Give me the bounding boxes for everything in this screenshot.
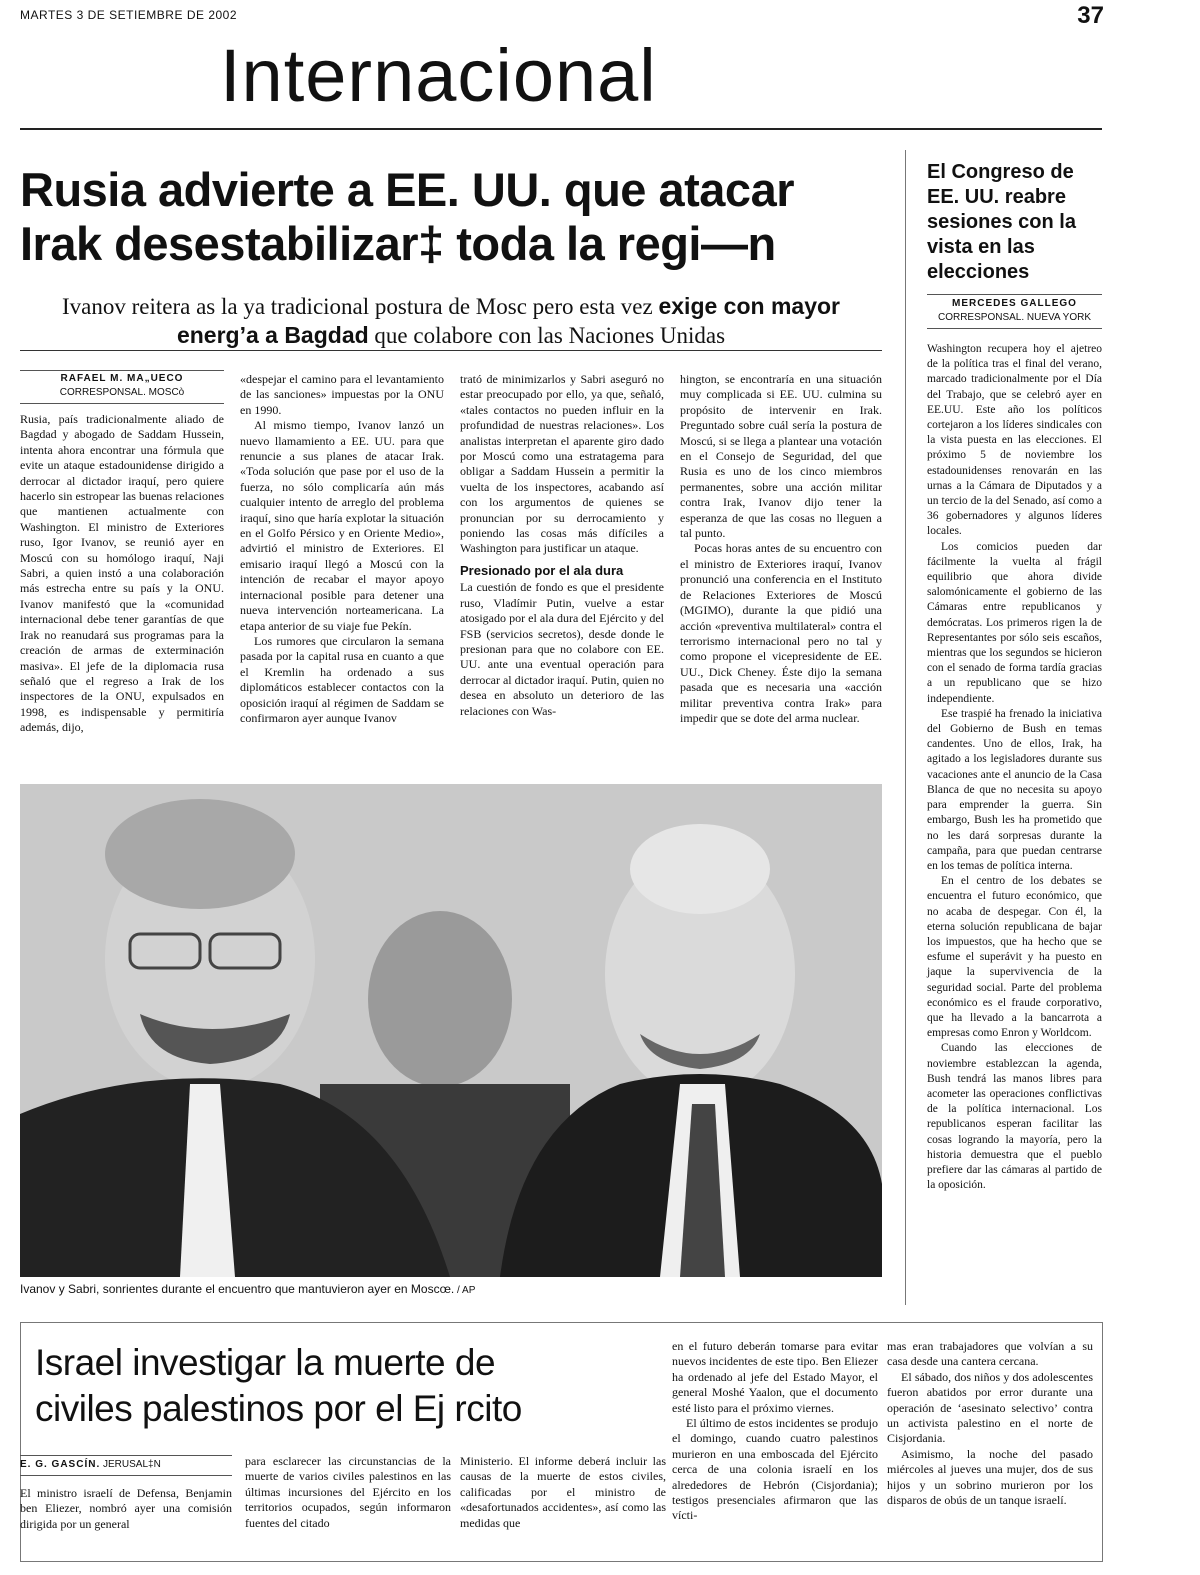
bottom-headline xyxy=(35,1340,655,1432)
bottom-column-1 xyxy=(20,1486,232,1532)
main-column-2 xyxy=(240,372,444,726)
bottom-headline-line2: civiles palestinos por el Ej rcito xyxy=(35,1388,522,1429)
deck-text-bold: exige con mayor energ’a a Bagdad xyxy=(176,293,840,348)
main-deck xyxy=(20,292,882,350)
paragraph: para esclarecer las circunstancias de la muerte de varios civiles palestinos en las últimas incursiones del Ejército en los territorios ocupados, según informaron fuentes del citado xyxy=(245,1454,451,1530)
paragraph: Asimismo, la noche del pasado miércoles al jueves una mujer, dos de sus hijos y un sobrino murieron por los disparos de obús de un tanque israelí. xyxy=(887,1446,1093,1508)
byline-role: CORRESPONSAL. MOSCò xyxy=(59,387,185,398)
paragraph: Los comicios pueden dar fácilmente la vuelta al frágil equilibrio que ahora divide salomónicamente el gobierno de las Cámaras entre republicanos y demócratas. Los primeros rigen la de Representantes por sólo seis escaños, mientras que los segundos se hicieron con el senado de forma tardía gracias a un republicano que se hizo independiente. xyxy=(927,540,1102,705)
paragraph: En el centro de los debates se encuentra el futuro económico, que no acaba de despegar. Con él, la eterna solución republicana de bajar los impuestos, que ha hecho que se esfume el superávit y ha puesto en jaque la supervivencia de la seguridad social. Parte del problema económico es el fraude corporativo, que ha llevado a la bancarrota a empresas como Enron y Worldcom. xyxy=(927,875,1102,1040)
paragraph: Washington recupera hoy el ajetreo de la política tras el final del verano, marcado tradicionalmente por el Día del Trabajo, que se celebró ayer en EE.UU. Este año los políticos cortejaron a los líderes sindicales con la vista puesta en las elecciones. El próximo 5 de noviembre los estadounidenses renovarán en las urnas a la Cámara de Diputados y a un tercio de la del Senado, así como a 36 gobernadores y algunos líderes locales. xyxy=(927,343,1102,538)
sidebar-byline-name: MERCEDES GALLEGO xyxy=(952,298,1077,309)
subheading: Presionado por el ala dura xyxy=(460,562,624,578)
paragraph: Ministerio. El informe deberá incluir las causas de la muerte de estos civiles, calificadas por el ministro de «desafortunados accidentes», así como las medidas que xyxy=(460,1454,666,1530)
bottom-column-5 xyxy=(887,1339,1093,1508)
bottom-headline-line1: Israel investigar la muerte de xyxy=(35,1342,496,1383)
paragraph: La cuestión de fondo es que el presidente ruso, Vladímir Putin, vuelve a estar atosigado por el ala dura del Ejército y del FSB (servicios secretos), desde donde le presionan para que no colabore con EE. UU. ante una eventual operación para derrocar al dictador iraquí. Putin, quien no desea en absoluto un deterioro de las relaciones con Was- xyxy=(460,580,664,718)
sidebar-byline xyxy=(927,297,1102,325)
bottom-byline-rule-top xyxy=(20,1455,232,1456)
photo-illustration xyxy=(20,784,882,1277)
deck-text-pre: Ivanov reitera as la ya tradicional postura de Mosc pero esta vez xyxy=(61,294,659,319)
main-column-1 xyxy=(20,412,224,736)
paragraph: trató de minimizarlos y Sabri aseguró no estar preocupado por ello, ya que, señaló, «tales contactos no pueden influir en la profundidad de nuestras relaciones». Los analistas interpretan el aparente giro dado por Moscú como una estratagema para obligar a Saddam Hussein a permitir la vuelta de los inspectores, acabando así con los argumentos de quienes se pronuncian por su derrocamiento y poniendo las cosas más difíciles a Washington para justificar un ataque. xyxy=(460,372,664,556)
paragraph: Ese traspié ha frenado la iniciativa del Gobierno de Bush en temas candentes. Uno de ellos, Irak, ha agitado a los legisladores durante sus vacaciones ante el anuncio de la Casa Blanca de que no necesita su apoyo para emprender la guerra. Sin embargo, Bush les ha prometido que no les dará sorpresas durante la campaña, para que puedan centrarse en los temas de política interna. xyxy=(927,707,1102,872)
caption-credit: / AP xyxy=(454,1285,476,1296)
paragraph: Al mismo tiempo, Ivanov lanzó un nuevo llamamiento a EE. UU. para que renuncie a sus planes de atacar Irak. «Toda solución que pase por el uso de la fuerza, no sólo complicaría aún más cualquier intento de arreglo del problema iraquí, sino que haría explotar la situación en el Golfo Pérsico y en Oriente Medio», advirtió el ministro de Exteriores. El emisario iraquí llegó a Moscú con la intención de recabar el mayor apoyo internacional posible para detener una nueva intervención norteamericana. La etapa anterior de su viaje fue Pekín. xyxy=(240,418,444,633)
section-rule xyxy=(20,128,1102,130)
bottom-byline-name: E. G. GASCÍN. xyxy=(20,1459,101,1470)
main-headline-line1: Rusia advierte a EE. UU. que atacar xyxy=(20,163,794,216)
bottom-byline-role: JERUSAL‡N xyxy=(100,1459,161,1470)
paragraph: Rusia, país tradicionalmente aliado de Bagdad y abogado de Saddam Hussein, intenta ahora encontrar una fórmula que evite un ataque estadounidense dirigido a derrocar al dictador iraquí, pero quiere hacerlo sin estropear las buenas relaciones que mantienen actualmente con Washington. El ministro de Exteriores ruso, Igor Ivanov, se reunió ayer en Moscú con su homólogo iraquí, Naji Sabri, a quien instó a una colaboración más estrecha entre su país y la ONU. Ivanov manifestó que la «comunidad internacional debe tener garantías de que Irak no reanudará sus programas para la creación de armas de exterminación masiva». El jefe de la diplomacia rusa señaló que el regreso a Irak de los inspectores de la ONU, expulsados en 1998, es indispensable y permitiría además, dijo, xyxy=(20,412,224,735)
bottom-column-3 xyxy=(460,1454,666,1531)
paragraph: en el futuro deberán tomarse para evitar nuevos incidentes de este tipo. Ben Eliezer ha ordenado al jefe del Estado Mayor, el general Moshé Yaalon, que el documento esté listo para el próximo viernes. xyxy=(672,1339,878,1415)
paragraph: El último de estos incidentes se produjo el domingo, cuando cuatro palestinos murieron en una emboscada del Ejército cerca de una colonia israelí en los alrededores de Hebrón (Cisjordania); testigos presenciales afirmaron que las vícti- xyxy=(672,1416,878,1523)
paragraph: Cuando las elecciones de noviembre establezcan la agenda, Bush tendrá las manos libres para acometer las operaciones conflictivas de la política internacional. Los republicanos esperan facilitar las cosas logrando la mayoría, pero la historia demuestra que el pueblo prefiere dar las cámaras al partido de la oposición. xyxy=(927,1042,1102,1192)
photo-caption xyxy=(20,1282,475,1296)
news-photo xyxy=(20,784,882,1277)
section-title: Internacional xyxy=(220,34,657,117)
sidebar-headline: El Congreso de EE. UU. reabre sesiones con la vista en las elecciones xyxy=(927,161,1076,283)
main-headline xyxy=(20,163,890,271)
caption-text: Ivanov y Sabri, sonrientes durante el encuentro que mantuvieron ayer en Moscœ. xyxy=(20,1282,455,1296)
paragraph: Pocas horas antes de su encuentro con el ministro de Exteriores iraquí, Ivanov pronunció una conferencia en el Instituto de Relaciones Exteriores de Moscú (MGIMO), durante la que pidió una acción «preventiva multilateral» contra el terrorismo internacional pero no tal y como propone el vicepresidente de EE. UU., Dick Cheney. Éste dijo la semana pasada que es necesaria una «acción militar preventiva contra Irak» para impedir que se dote del arma nuclear. xyxy=(680,541,882,725)
byline-rule-bottom xyxy=(20,403,224,404)
deck-text-post: que colabore con las Naciones Unidas xyxy=(368,323,726,348)
main-column-4 xyxy=(680,372,882,726)
paragraph: mas eran trabajadores que volvían a su casa desde una cantera cercana. xyxy=(887,1339,1093,1369)
byline-name: RAFAEL M. MA„UECO xyxy=(60,373,184,384)
sidebar-divider xyxy=(905,150,906,1305)
bottom-column-2 xyxy=(245,1454,451,1531)
sidebar-column xyxy=(927,342,1102,1193)
main-headline-line2: Irak desestabilizar‡ toda la regi—n xyxy=(20,217,776,270)
paragraph: Los rumores que circularon la semana pasada por la capital rusa en cuanto a que el Kremlin ha ordenado a sus diplomáticos establecer contactos con la oposición iraquí al régimen de Saddam se confirmaron ayer aunque Ivanov xyxy=(240,633,444,725)
bottom-byline xyxy=(20,1459,230,1470)
sidebar-byline-rule-bottom xyxy=(927,328,1102,329)
paragraph: hington, se encontraría en una situación muy complicada si EE. UU. culmina su propósito de intervenir en Irak. Preguntado sobre cuál sería la postura de Moscú, si se llega a plantear una votación en el Consejo de Seguridad, del que Rusia es uno de los cinco miembros permanentes, sobre una acción militar contra Irak, Ivanov dijo tener la esperanza de que las cosas no lleguen a tal punto. xyxy=(680,372,882,541)
bottom-byline-rule-bottom xyxy=(20,1475,232,1476)
bottom-column-4 xyxy=(672,1339,878,1524)
sidebar-byline-rule-top xyxy=(927,294,1102,295)
sidebar-byline-role: CORRESPONSAL. NUEVA YORK xyxy=(937,312,1091,323)
page-number: 37 xyxy=(1077,2,1104,29)
paragraph: El sábado, dos niños y dos adolescentes fueron abatidos por error durante una operación de ‘asesinato selectivo’ contra un activista palestino en el norte de Cisjordania. xyxy=(887,1369,1093,1446)
main-byline xyxy=(20,372,224,400)
issue-date: MARTES 3 DE SETIEMBRE DE 2002 xyxy=(20,8,238,22)
paragraph: «despejar el camino para el levantamiento de las sanciones» impuestas por la ONU en 1990. xyxy=(240,372,444,417)
byline-rule-top xyxy=(20,370,224,371)
paragraph: El ministro israelí de Defensa, Benjamin ben Eliezer, nombró ayer una comisión dirigida por un general xyxy=(20,1486,232,1531)
main-column-3 xyxy=(460,372,664,719)
deck-rule xyxy=(20,350,882,351)
